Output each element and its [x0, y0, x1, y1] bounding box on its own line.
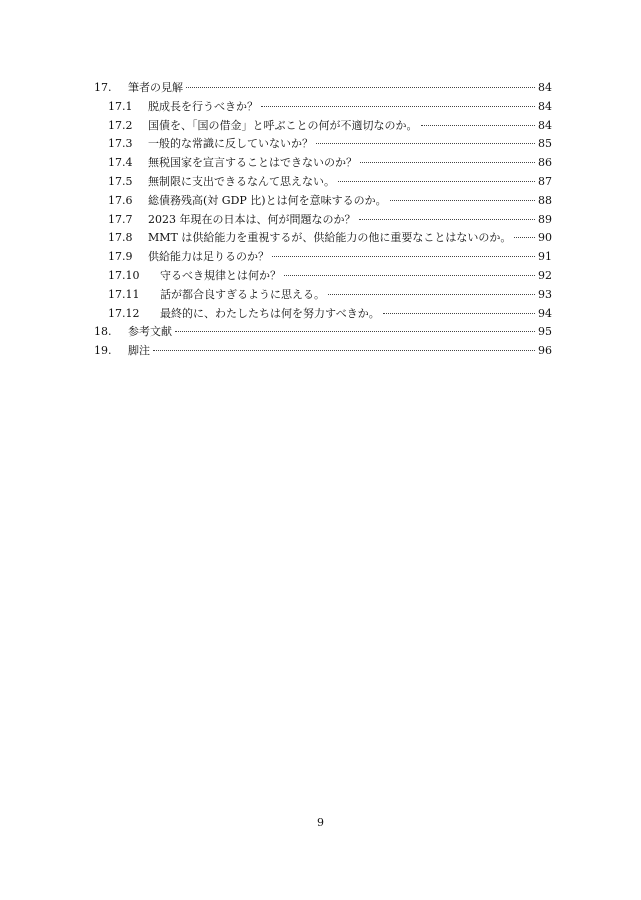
toc-entry-title: 総債務残高(対 GDP 比)とは何を意味するのか。	[148, 193, 387, 207]
toc-entry-title: MMT は供給能力を重視するが、供給能力の他に重要なことはないのか。	[148, 231, 512, 245]
toc-entry-number: 17.5	[108, 174, 133, 188]
toc-entry[interactable]	[94, 173, 552, 192]
toc-entry-number: 17.1	[108, 99, 133, 113]
toc-entry[interactable]	[94, 192, 552, 211]
toc-entry-page: 91	[538, 250, 552, 264]
toc-entry-title: 国債を、「国の借金」と呼ぶことの何が不適切なのか。	[148, 118, 418, 132]
toc-entry[interactable]	[94, 229, 552, 248]
toc-dot-leader	[360, 162, 535, 163]
toc-entry[interactable]	[94, 267, 552, 286]
toc-entry[interactable]	[94, 248, 552, 267]
toc-entry-title: 筆者の見解	[128, 81, 183, 94]
toc-dot-leader	[284, 275, 535, 276]
toc-entry-number: 17.7	[108, 212, 133, 226]
toc-entry-page: 86	[538, 156, 552, 170]
toc-entry-number: 17.	[94, 81, 112, 94]
toc-dot-leader	[383, 313, 535, 314]
toc-entry[interactable]	[94, 211, 552, 230]
toc-entry-number: 18.	[94, 325, 112, 339]
toc-entry-page: 88	[538, 193, 552, 207]
toc-entry[interactable]	[94, 79, 552, 98]
toc-entry-number: 17.11	[108, 287, 140, 301]
toc-entry-title: 無制限に支出できるなんて思えない。	[148, 174, 335, 188]
toc-entry-page: 89	[538, 212, 552, 226]
toc-entry-number: 17.2	[108, 118, 133, 132]
toc-entry[interactable]	[94, 154, 552, 173]
toc-entry-number: 17.8	[108, 231, 133, 245]
toc-entry[interactable]	[94, 98, 552, 117]
toc-entry-page: 96	[538, 344, 552, 358]
toc-dot-leader	[316, 143, 535, 144]
toc-entry-page: 92	[538, 268, 552, 282]
toc-entry-title: 最終的に、わたしたちは何を努力すべきか。	[160, 306, 380, 320]
toc-dot-leader	[359, 219, 536, 220]
toc-entry-page: 84	[538, 81, 552, 94]
toc-entry-title: 参考文献	[128, 325, 172, 339]
toc-dot-leader	[338, 181, 535, 182]
toc-entry-number: 17.3	[108, 137, 133, 151]
page-number: 9	[317, 816, 324, 829]
toc-entry-number: 17.10	[108, 268, 140, 282]
toc-entry-number: 17.12	[108, 306, 140, 320]
toc-entry-title: 話が都合良すぎるように思える。	[160, 287, 325, 301]
toc-entry-page: 84	[538, 99, 552, 113]
toc-entry[interactable]	[94, 305, 552, 324]
toc-entry-title: 2023 年現在の日本は、何が問題なのか？	[148, 212, 356, 226]
toc-dot-leader	[186, 87, 535, 88]
toc-dot-leader	[175, 331, 535, 332]
toc-dot-leader	[390, 200, 535, 201]
toc-entry-title: 守るべき規律とは何か？	[160, 268, 281, 282]
toc-dot-leader	[261, 106, 535, 107]
toc-entry-number: 19.	[94, 344, 112, 358]
toc-entry[interactable]	[94, 286, 552, 305]
toc-entry-page: 90	[538, 231, 552, 245]
toc-entry-page: 93	[538, 287, 552, 301]
toc-entry-title: 供給能力は足りるのか？	[148, 250, 269, 264]
toc-entry-number: 17.4	[108, 156, 133, 170]
toc-entry[interactable]	[94, 117, 552, 136]
toc-dot-leader	[514, 237, 535, 238]
toc-entry-page: 95	[538, 325, 552, 339]
toc-dot-leader	[272, 256, 535, 257]
toc-entry-page: 85	[538, 137, 552, 151]
toc-entry-title: 一般的な常識に反していないか？	[148, 137, 313, 151]
toc-entry[interactable]	[94, 323, 552, 342]
toc-entry[interactable]	[94, 135, 552, 154]
toc-entry-page: 84	[538, 118, 552, 132]
toc-dot-leader	[421, 125, 536, 126]
toc-entry-title: 脚注	[128, 344, 150, 358]
table-of-contents	[94, 79, 552, 361]
toc-entry-number: 17.6	[108, 193, 133, 207]
toc-entry-title: 脱成長を行うべきか？	[148, 99, 258, 113]
toc-entry-number: 17.9	[108, 250, 133, 264]
toc-entry-page: 87	[538, 174, 552, 188]
toc-dot-leader	[153, 350, 535, 351]
toc-entry-title: 無税国家を宣言することはできないのか？	[148, 156, 357, 170]
toc-entry[interactable]	[94, 342, 552, 361]
toc-dot-leader	[328, 294, 535, 295]
toc-entry-page: 94	[538, 306, 552, 320]
